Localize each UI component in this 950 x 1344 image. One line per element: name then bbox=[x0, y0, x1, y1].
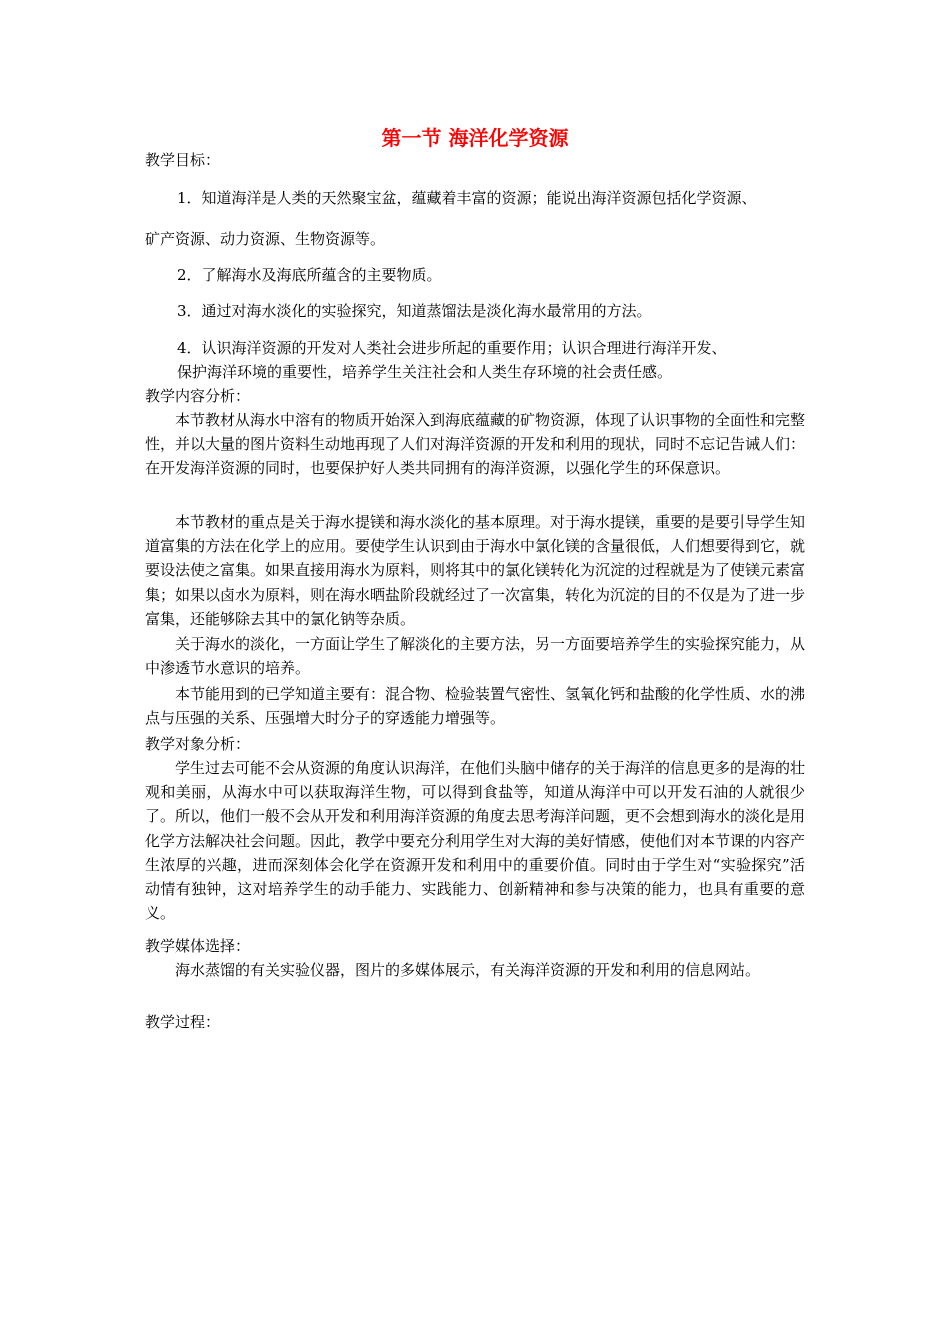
objectives-heading: 教学目标： bbox=[145, 151, 221, 169]
content-analysis-paragraph-3: 关于海水的淡化，一方面让学生了解淡化的主要方法，另一方面要培养学生的实验探究能力，从中渗透节水意识的培养。 bbox=[145, 635, 806, 678]
content-analysis-paragraph-4: 本节能用到的已学知道主要有：混合物、检验装置气密性、氢氧化钙和盐酸的化学性质、水的沸点与压强的关系、压强增大时分子的穿透能力增强等。 bbox=[145, 685, 806, 728]
media-heading: 教学媒体选择： bbox=[145, 937, 251, 955]
process-heading: 教学过程： bbox=[145, 1013, 221, 1031]
objective-item-1-continued: 矿产资源、动力资源、生物资源等。 bbox=[145, 230, 386, 248]
student-analysis-paragraph: 学生过去可能不会从资源的角度认识海洋，在他们头脑中储存的关于海洋的信息更多的是海的壮观和美丽，从海水中可以获取海洋生物，可以得到食盐等，知道从海洋中可以开发石油的人就很少了。所以，他们一般不会从开发和利用海洋资源的角度去思考海洋问题，更不会想到海水的淡化是用化学方法解决社会问题。因此，教学中要充分利用学生对大海的美好情感，使他们对本节课的内容产生浓厚的兴趣，进而深刻体会化学在资源开发和利用中的重要价值。同时由于学生对“实验探究”活动情有独钟，这对培养学生的动手能力、实践能力、创新精神和参与决策的能力，也具有重要的意义。 bbox=[145, 759, 806, 923]
media-paragraph: 海水蒸馏的有关实验仪器，图片的多媒体展示，有关海洋资源的开发和利用的信息网站。 bbox=[175, 961, 761, 979]
content-analysis-heading: 教学内容分析： bbox=[145, 387, 251, 405]
student-analysis-heading: 教学对象分析： bbox=[145, 735, 251, 753]
content-analysis-paragraph-1: 本节教材从海水中溶有的物质开始深入到海底蕴藏的矿物资源，体现了认识事物的全面性和完整性，并以大量的图片资料生动地再现了人们对海洋资源的开发和利用的现状，同时不忘记告诫人们：在开发海洋资源的同时，也要保护好人类共同拥有的海洋资源，以强化学生的环保意识。 bbox=[145, 411, 806, 478]
objective-item-4: 4．认识海洋资源的开发对人类社会进步所起的重要作用；认识合理进行海洋开发、 bbox=[177, 339, 727, 357]
objective-item-4-continued: 保护海洋环境的重要性，培养学生关注社会和人类生存环境的社会责任感。 bbox=[177, 363, 673, 381]
content-analysis-paragraph-2: 本节教材的重点是关于海水提镁和海水淡化的基本原理。对于海水提镁，重要的是要引导学生知道富集的方法在化学上的应用。要使学生认识到由于海水中氯化镁的含量很低，人们想要得到它，就要设法使之富集。如果直接用海水为原料，则将其中的氯化镁转化为沉淀的过程就是为了使镁元素富集；如果以卤水为原料，则在海水晒盐阶段就经过了一次富集，转化为沉淀的目的不仅是为了进一步富集，还能够除去其中的氯化钠等杂质。 bbox=[145, 513, 806, 628]
objective-item-1: 1．知道海洋是人类的天然聚宝盆，蕴藏着丰富的资源；能说出海洋资源包括化学资源、 bbox=[177, 189, 757, 207]
objective-item-3: 3．通过对海水淡化的实验探究，知道蒸馏法是淡化海水最常用的方法。 bbox=[177, 302, 652, 320]
objective-item-2: 2．了解海水及海底所蕴含的主要物质。 bbox=[177, 266, 442, 284]
page-title: 第一节 海洋化学资源 bbox=[381, 126, 569, 150]
